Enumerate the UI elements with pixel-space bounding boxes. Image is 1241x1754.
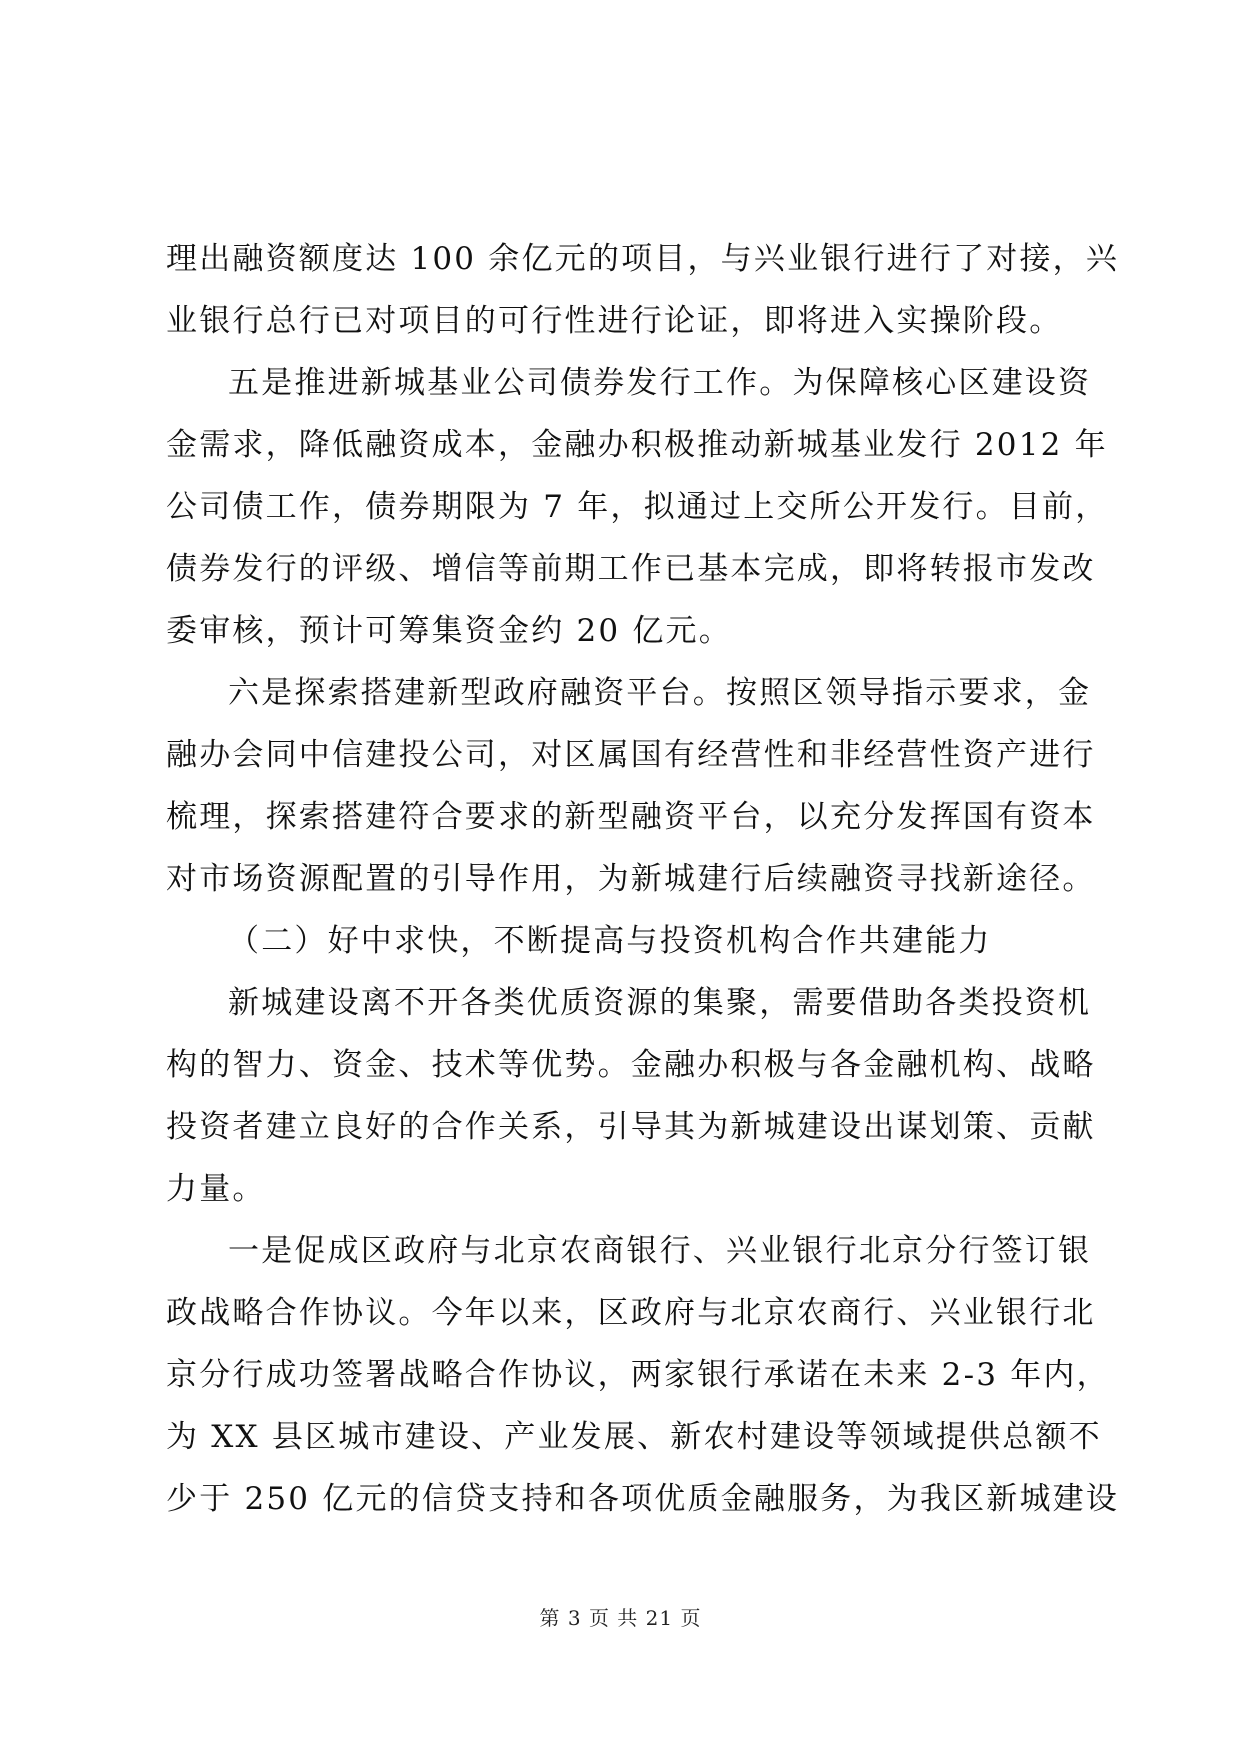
text-line: 投资者建立良好的合作关系，引导其为新城建设出谋划策、贡献 (166, 1109, 1096, 1145)
paragraph-start-line: 新城建设离不开各类优质资源的集聚，需要借助各类投资机 (228, 985, 1092, 1021)
text-line: 构的智力、资金、技术等优势。金融办积极与各金融机构、战略 (166, 1047, 1096, 1083)
page-footer: 第 3 页 共 21 页 (539, 1606, 702, 1630)
body-text (166, 228, 1120, 1530)
text-line: 对市场资源配置的引导作用，为新城建行后续融资寻找新途径。 (166, 861, 1096, 897)
paragraph-start-line: 一是促成区政府与北京农商银行、兴业银行北京分行签订银 (228, 1233, 1092, 1269)
text-line: 政战略合作协议。今年以来，区政府与北京农商行、兴业银行北 (166, 1295, 1096, 1331)
text-line: 少于 250 亿元的信贷支持和各项优质金融服务，为我区新城建设 (166, 1481, 1120, 1517)
text-line: 业银行总行已对项目的可行性进行论证，即将进入实操阶段。 (166, 303, 1063, 339)
text-line: 为 XX 县区城市建设、产业发展、新农村建设等领域提供总额不 (166, 1419, 1102, 1455)
text-line: 力量。 (166, 1171, 266, 1207)
text-line: 梳理，探索搭建符合要求的新型融资平台，以充分发挥国有资本 (166, 799, 1096, 835)
text-line: 金需求，降低融资成本，金融办积极推动新城基业发行 2012 年 (166, 427, 1108, 463)
text-line: 融办会同中信建投公司，对区属国有经营性和非经营性资产进行 (166, 737, 1096, 773)
text-line: 京分行成功签署战略合作协议，两家银行承诺在未来 2-3 年内， (166, 1357, 1110, 1393)
text-line: 公司债工作，债券期限为 7 年，拟通过上交所公开发行。目前， (166, 489, 1109, 525)
text-line: 委审核，预计可筹集资金约 20 亿元。 (166, 613, 732, 649)
paragraph-start-line: 五是推进新城基业公司债券发行工作。为保障核心区建设资 (228, 365, 1092, 401)
text-line: 债券发行的评级、增信等前期工作已基本完成，即将转报市发改 (166, 551, 1096, 587)
section-heading: （二）好中求快，不断提高与投资机构合作共建能力 (228, 923, 992, 959)
paragraph-start-line: 六是探索搭建新型政府融资平台。按照区领导指示要求，金 (228, 675, 1092, 711)
text-line: 理出融资额度达 100 余亿元的项目，与兴业银行进行了对接，兴 (166, 241, 1120, 277)
